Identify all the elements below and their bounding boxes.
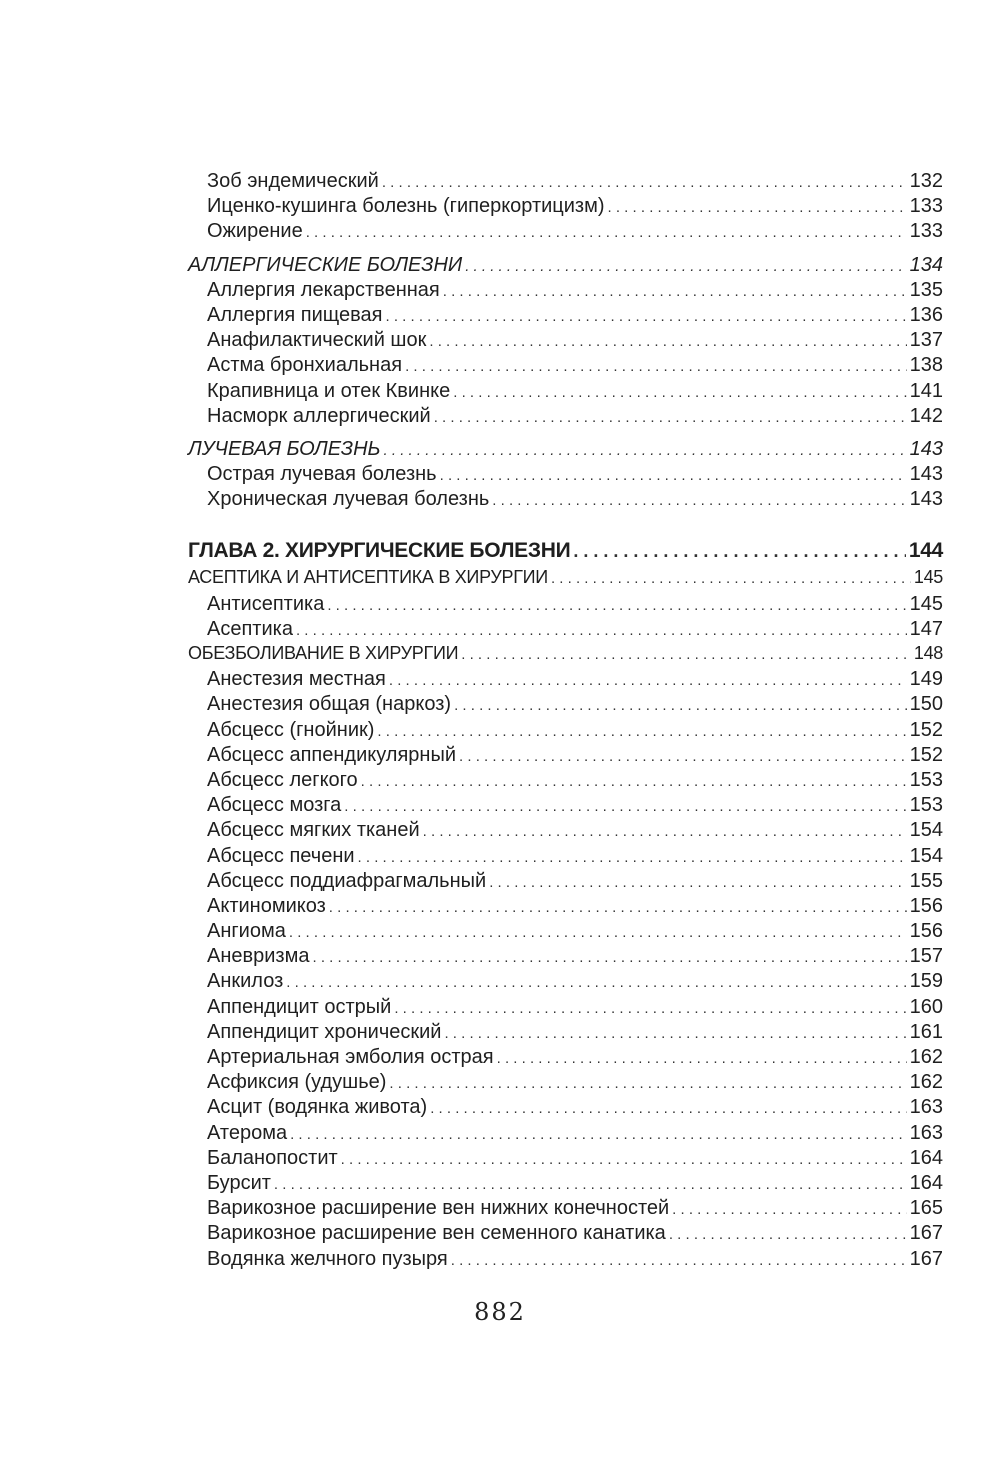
- toc-entry-page: 157: [909, 945, 943, 968]
- toc-entry-title: Атерома: [207, 1121, 288, 1144]
- dot-leader: [386, 308, 907, 325]
- dot-leader: [451, 1252, 907, 1269]
- toc-entry-page: 156: [909, 920, 943, 943]
- dot-leader: [440, 467, 907, 484]
- toc-entry-title: Анестезия местная: [207, 668, 386, 691]
- toc-entry-title: Абсцесс мягких тканей: [207, 819, 420, 842]
- toc-entry-page: 165: [909, 1197, 943, 1220]
- toc-entry[interactable]: [188, 304, 943, 329]
- toc-entry-title: Анестезия общая (наркоз): [207, 693, 452, 716]
- toc-section-title: ЛУЧЕВАЯ БОЛЕЗНЬ: [188, 437, 381, 460]
- toc-entry-page: 164: [909, 1146, 943, 1169]
- dot-leader: [286, 974, 906, 991]
- dot-leader: [430, 1100, 906, 1117]
- toc-entry-title: Абсцесс поддиафрагмальный: [207, 869, 487, 892]
- dot-leader: [389, 672, 907, 689]
- toc-entry-page: 141: [909, 379, 943, 402]
- toc-entry[interactable]: [188, 1222, 943, 1247]
- dot-leader: [358, 849, 907, 866]
- dot-leader: [434, 409, 907, 426]
- toc-entry-page: 143: [909, 463, 943, 486]
- toc-entry[interactable]: [188, 794, 943, 819]
- toc-entry[interactable]: [188, 463, 943, 488]
- toc-section-asepsis[interactable]: [188, 567, 943, 592]
- toc-entry[interactable]: [188, 1021, 943, 1046]
- dot-leader: [443, 283, 907, 300]
- table-of-contents: [188, 170, 943, 1273]
- toc-entry-page: 154: [909, 819, 943, 842]
- toc-entry[interactable]: [188, 970, 943, 995]
- toc-entry[interactable]: [188, 279, 943, 304]
- toc-entry-title: Крапивница и отек Квинке: [207, 379, 451, 402]
- toc-entry[interactable]: [188, 996, 943, 1021]
- toc-entry-title: Варикозное расширение вен нижних конечностей: [207, 1197, 670, 1220]
- toc-entry-title: Баланопостит: [207, 1146, 338, 1169]
- dot-leader: [423, 823, 907, 840]
- dot-leader: [465, 258, 906, 275]
- dot-leader: [429, 333, 906, 350]
- toc-entry-page: 159: [909, 970, 943, 993]
- toc-chapter-title: ГЛАВА 2. ХИРУРГИЧЕСКИЕ БОЛЕЗНИ: [188, 539, 571, 563]
- dot-leader: [459, 748, 907, 765]
- toc-entry[interactable]: [188, 1147, 943, 1172]
- toc-entry[interactable]: [188, 195, 943, 220]
- toc-entry-title: Аневризма: [207, 945, 310, 968]
- toc-entry-title: Иценко-кушинга болезнь (гиперкортицизм): [207, 195, 605, 218]
- toc-entry[interactable]: [188, 870, 943, 895]
- toc-entry-page: 163: [909, 1121, 943, 1144]
- dot-leader: [405, 358, 907, 375]
- toc-entry-page: 136: [909, 303, 943, 326]
- toc-entry-page: 160: [909, 995, 943, 1018]
- toc-section-title: АЛЛЕРГИЧЕСКИЕ БОЛЕЗНИ: [188, 253, 463, 276]
- dot-leader: [489, 874, 906, 891]
- toc-entry-title: Хроническая лучевая болезнь: [207, 488, 490, 511]
- toc-entry-title: Абсцесс мозга: [207, 794, 342, 817]
- toc-entry-page: 153: [909, 768, 943, 791]
- toc-entry-title: Насморк аллергический: [207, 404, 431, 427]
- toc-entry-title: Ожирение: [207, 220, 303, 243]
- dot-leader: [296, 622, 907, 639]
- toc-section-page: 134: [909, 253, 943, 276]
- toc-entry[interactable]: [188, 329, 943, 354]
- toc-entry-page: 147: [909, 617, 943, 640]
- toc-entry-page: 163: [909, 1096, 943, 1119]
- dot-leader: [290, 1126, 907, 1143]
- toc-entry-title: Аллергия лекарственная: [207, 278, 440, 301]
- dot-leader: [497, 1050, 907, 1067]
- toc-entry-page: 156: [909, 894, 943, 917]
- toc-entry-page: 167: [909, 1222, 943, 1245]
- dot-leader: [454, 697, 907, 714]
- dot-leader: [377, 723, 906, 740]
- toc-entry-title: Анафилактический шок: [207, 329, 427, 352]
- toc-entry[interactable]: [188, 920, 943, 945]
- toc-entry-title: Острая лучевая болезнь: [207, 463, 437, 486]
- dot-leader: [573, 541, 905, 562]
- toc-entry-page: 132: [909, 170, 943, 192]
- dot-leader: [341, 1151, 907, 1168]
- dot-leader: [329, 899, 907, 916]
- toc-chapter-2[interactable]: [188, 539, 943, 567]
- toc-entry[interactable]: [188, 744, 943, 769]
- toc-section-title: ОБЕЗБОЛИВАНИЕ В ХИРУРГИИ: [188, 643, 459, 663]
- toc-chapter-page: 144: [908, 539, 943, 563]
- dot-leader: [394, 1000, 906, 1017]
- toc-entry-page: 167: [909, 1247, 943, 1270]
- toc-entry-page: 138: [909, 354, 943, 377]
- toc-entry-title: Артериальная эмболия острая: [207, 1046, 494, 1068]
- toc-entry-page: 133: [909, 195, 943, 218]
- toc-section-page: 143: [909, 437, 943, 460]
- toc-entry-title: Абсцесс легкого: [207, 768, 358, 791]
- toc-entry-title: Абсцесс аппендикулярный: [207, 743, 457, 766]
- toc-entry[interactable]: [188, 819, 943, 844]
- dot-leader: [453, 384, 906, 401]
- toc-entry-page: 153: [909, 794, 943, 817]
- toc-entry-title: Зоб эндемический: [207, 170, 379, 192]
- toc-entry[interactable]: [188, 895, 943, 920]
- dot-leader: [327, 597, 906, 614]
- toc-entry-title: Аллергия пищевая: [207, 303, 383, 326]
- toc-entry-title: Асцит (водянка живота): [207, 1096, 428, 1119]
- toc-entry-title: Антисептика: [207, 592, 325, 615]
- toc-entry[interactable]: [188, 1172, 943, 1197]
- toc-entry-title: Водянка желчного пузыря: [207, 1247, 448, 1270]
- toc-section-title: АСЕПТИКА И АНТИСЕПТИКА В ХИРУРГИИ: [188, 567, 548, 588]
- toc-entry[interactable]: [188, 380, 943, 405]
- dot-leader: [306, 224, 907, 241]
- toc-entry-page: 152: [909, 743, 943, 766]
- toc-entry[interactable]: [188, 1071, 943, 1096]
- toc-section-radiation-sickness[interactable]: [188, 438, 943, 463]
- toc-entry[interactable]: [188, 769, 943, 794]
- toc-entry-page: 155: [909, 869, 943, 892]
- toc-entry[interactable]: [188, 488, 943, 513]
- toc-entry[interactable]: [188, 668, 943, 693]
- toc-entry-page: 161: [909, 1020, 943, 1043]
- dot-leader: [492, 492, 906, 509]
- toc-entry[interactable]: [188, 220, 943, 245]
- toc-section-page: 148: [913, 643, 943, 663]
- toc-entry-page: 164: [909, 1171, 943, 1194]
- dot-leader: [608, 199, 907, 216]
- toc-entry-page: 137: [909, 329, 943, 352]
- toc-entry-page: 149: [909, 668, 943, 691]
- toc-entry[interactable]: [188, 1248, 943, 1273]
- toc-entry-title: Актиномикоз: [207, 894, 326, 917]
- dot-leader: [312, 949, 906, 966]
- toc-entry[interactable]: [188, 170, 943, 195]
- toc-entry-title: Аппендицит хронический: [207, 1020, 442, 1043]
- toc-section-anesthesia[interactable]: [188, 643, 943, 668]
- toc-entry-title: Абсцесс (гнойник): [207, 718, 375, 741]
- toc-entry-page: 142: [909, 404, 943, 427]
- toc-entry[interactable]: [188, 405, 943, 430]
- dot-leader: [289, 924, 907, 941]
- dot-leader: [461, 646, 911, 663]
- toc-entry-title: Астма бронхиальная: [207, 354, 403, 377]
- dot-leader: [344, 798, 906, 815]
- toc-entry-title: Ангиома: [207, 920, 286, 943]
- toc-entry-page: 143: [909, 488, 943, 511]
- toc-entry-page: 154: [909, 844, 943, 867]
- dot-leader: [361, 773, 907, 790]
- dot-leader: [384, 442, 907, 459]
- toc-entry[interactable]: [188, 845, 943, 870]
- toc-entry-page: 135: [909, 278, 943, 301]
- toc-entry[interactable]: [188, 618, 943, 643]
- toc-entry[interactable]: [188, 354, 943, 379]
- page-number: 882: [474, 1298, 526, 1326]
- toc-entry-page: 162: [909, 1046, 943, 1068]
- toc-entry-page: 150: [909, 693, 943, 716]
- toc-entry[interactable]: [188, 1096, 943, 1121]
- toc-entry[interactable]: [188, 593, 943, 618]
- toc-entry-page: 133: [909, 220, 943, 243]
- toc-entry[interactable]: [188, 693, 943, 718]
- toc-entry-title: Абсцесс печени: [207, 844, 355, 867]
- toc-entry-page: 145: [909, 592, 943, 615]
- toc-entry-title: Бурсит: [207, 1171, 271, 1194]
- toc-section-page: 145: [913, 567, 943, 588]
- dot-leader: [551, 570, 911, 587]
- dot-leader: [274, 1176, 907, 1193]
- dot-leader: [382, 174, 907, 191]
- toc-entry-title: Варикозное расширение вен семенного канатика: [207, 1222, 666, 1245]
- toc-entry-list: [188, 668, 943, 1273]
- toc-entry-title: Асфиксия (удушье): [207, 1071, 387, 1094]
- toc-entry-page: 162: [909, 1071, 943, 1094]
- toc-entry-page: 152: [909, 718, 943, 741]
- toc-entry[interactable]: [188, 1197, 943, 1222]
- toc-entry[interactable]: [188, 945, 943, 970]
- toc-entry-title: Анкилоз: [207, 970, 284, 993]
- dot-leader: [444, 1025, 906, 1042]
- toc-entry-title: Асептика: [207, 617, 293, 640]
- toc-entry[interactable]: [188, 1122, 943, 1147]
- toc-section-allergic-diseases[interactable]: [188, 254, 943, 279]
- dot-leader: [669, 1226, 907, 1243]
- dot-leader: [389, 1075, 906, 1092]
- toc-entry[interactable]: [188, 1046, 943, 1071]
- toc-entry[interactable]: [188, 719, 943, 744]
- dot-leader: [672, 1201, 906, 1218]
- toc-entry-title: Аппендицит острый: [207, 995, 392, 1018]
